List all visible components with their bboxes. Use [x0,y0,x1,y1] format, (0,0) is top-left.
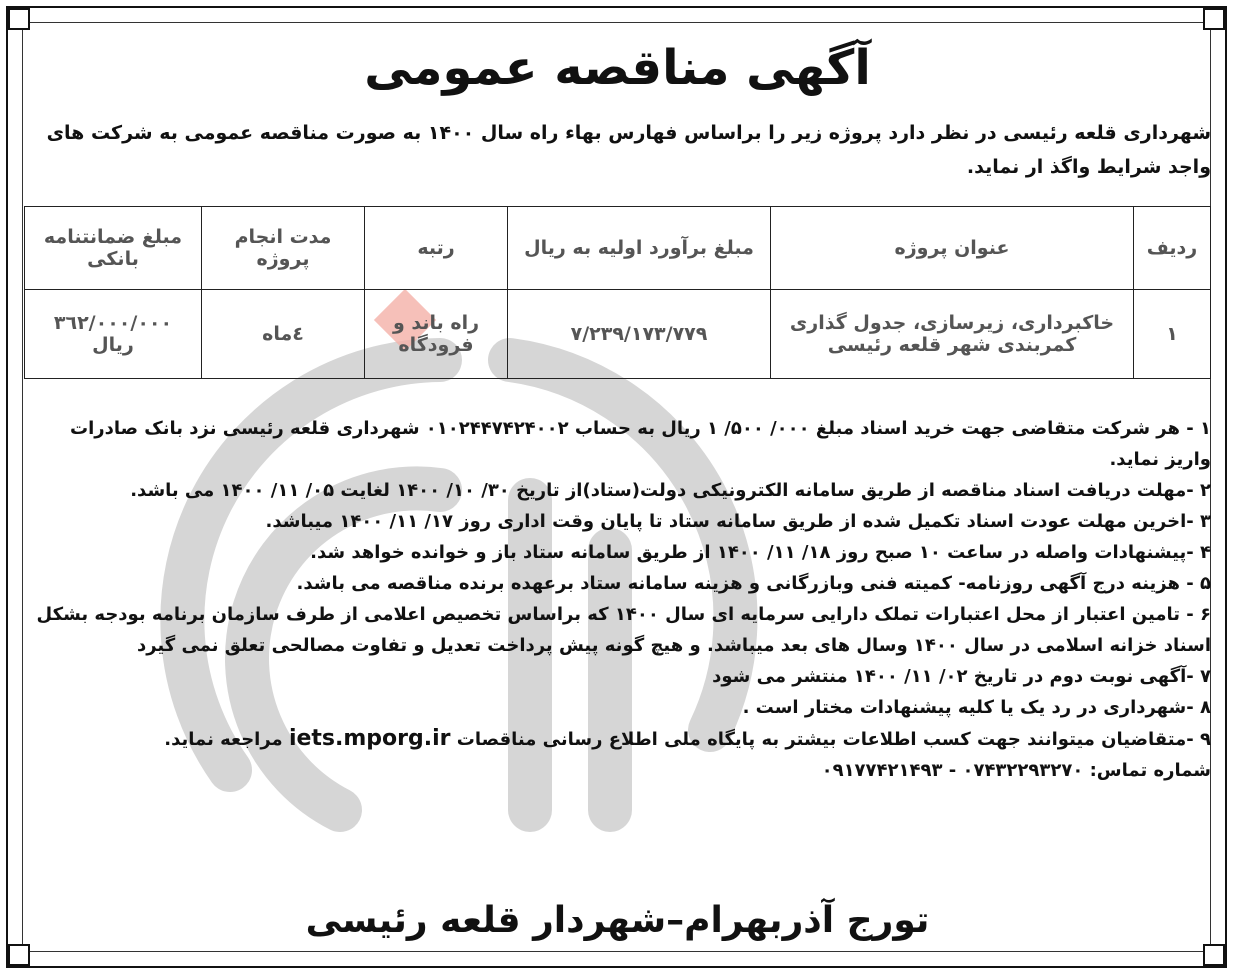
condition-item-1: ۱ - هر شرکت متقاضی جهت خرید اسناد مبلغ ۰۰۰/ ۵۰۰/ ۱ ریال به حساب ۰۱۰۲۴۴۷۴۲۴۰۰۲ شهرداری قلعه رئیسی نزد بانک صادرات واریز نماید. [70,418,1211,470]
condition-item-7: ۷ -آگهی نوبت دوم در تاریخ ۰۲/ ۱۱/ ۱۴۰۰ منتشر می شود [712,666,1211,687]
header-estimate: مبلغ برآورد اولیه به ریال [508,207,771,290]
tender-portal-link[interactable]: iets.mporg.ir [288,726,451,751]
cell-row-no: ۱ [1134,290,1211,379]
cell-grade: راه باند و فرودگاه [365,290,508,379]
cell-guarantee: ۳٦۲/۰۰۰/۰۰۰ ریال [25,290,202,379]
cell-project-title: خاکبرداری، زیرسازی، جدول گذاری کمربندی شهر قلعه رئیسی [771,290,1134,379]
header-duration: مدت انجام پروژه [202,207,365,290]
header-row-no: ردیف [1134,207,1211,290]
table-header-row [25,207,1211,290]
condition-item-4: ۴ -پیشنهادات واصله در ساعت ۱۰ صبح روز ۱۸/ ۱۱/ ۱۴۰۰ از طریق سامانه ستاد باز و خوانده خواهد شد. [310,542,1211,563]
intro-paragraph: شهرداری قلعه رئیسی در نظر دارد پروژه زیر را براساس فهارس بهاء راه سال ۱۴۰۰ به صورت مناقصه عمومی به شرکت های واجد شرایط واگذ ار نماید. [46,122,1211,178]
cell-estimate: ۷/۲۳۹/۱۷۳/۷۷۹ [508,290,771,379]
header-guarantee: مبلغ ضمانتنامه بانکی [25,207,202,290]
condition-item-6: ۶ - تامین اعتبار از محل اعتبارات تملک دارایی سرمایه ای سال ۱۴۰۰ که براساس تخصیص اعلامی از طرف سازمان برنامه بودجه بشکل اسناد خزانه اسلامی در سال ۱۴۰۰ وسال های بعد میباشد. و هیچ گونه پیش پرداخت تعدیل و تفاوت مصالحی تعلق نمی گیرد [36,604,1211,656]
condition-item-8: ۸ -شهرداری در رد یک یا کلیه پیشنهادات مختار است . [742,697,1211,718]
cell-duration: ٤ماه [202,290,365,379]
item9-suffix: مراجعه نماید. [164,729,283,750]
conditions-list [24,413,1211,786]
signature-line: تورج آذربهرام–شهردار قلعه رئیسی [305,900,930,941]
contact-phone: شماره تماس: ۰۷۴۳۲۲۹۳۲۷۰ - ۰۹۱۷۷۴۲۱۴۹۳ [821,760,1211,781]
condition-item-3: ۳ -اخرین مهلت عودت اسناد تکمیل شده از طریق سامانه ستاد تا پایان وقت اداری روز ۱۷/ ۱۱/ ۱۴۰۰ میباشد. [265,511,1211,532]
condition-item-2: ۲ -مهلت دریافت اسناد مناقصه از طریق سامانه الکترونیکی دولت(ستاد)از تاریخ ۳۰/ ۱۰/ ۱۴۰۰ لغایت ۰۵/ ۱۱/ ۱۴۰۰ می باشد. [130,480,1211,501]
corner-ornament [8,8,30,30]
condition-item-5: ۵ - هزینه درج آگهی روزنامه- کمیته فنی وبازرگانی و هزینه سامانه ستاد برعهده برنده مناقصه می باشد. [296,573,1211,594]
table-row [25,290,1211,379]
header-project-title: عنوان پروژه [771,207,1134,290]
corner-ornament [8,944,30,966]
notice-content [24,28,1211,786]
item9-prefix: ۹ -متقاضیان میتوانند جهت کسب اطلاعات بیشتر به پایگاه ملی اطلاع رسانی مناقصات [456,729,1211,750]
header-grade: رتبه [365,207,508,290]
corner-ornament [1203,944,1225,966]
corner-ornament [1203,8,1225,30]
notice-title: آگهی مناقصه عمومی [364,40,871,96]
condition-item-9 [24,723,1211,755]
tender-table [24,206,1211,379]
